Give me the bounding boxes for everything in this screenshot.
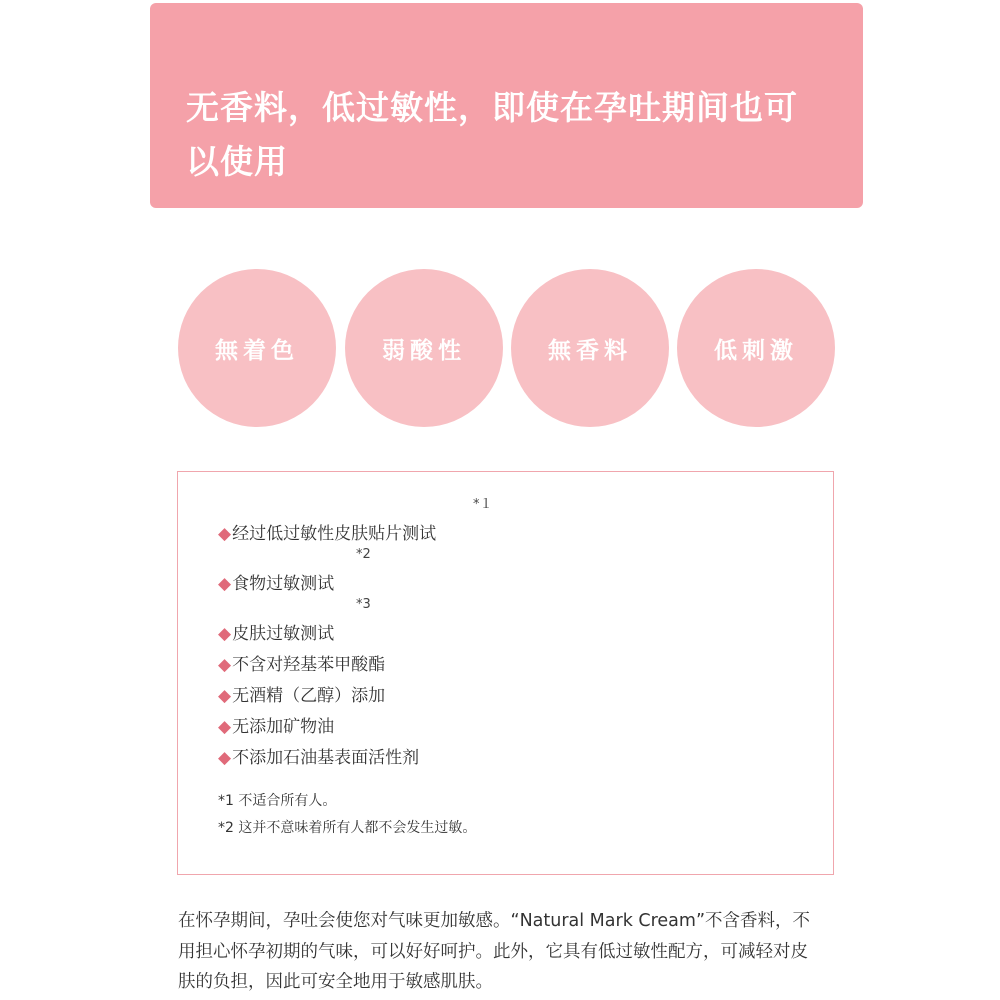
- list-item: [218, 743, 436, 774]
- badge-no-coloring: [178, 269, 336, 427]
- headline-title: [186, 81, 843, 189]
- feature-list: [218, 497, 493, 774]
- list-item-text: 经过低过敏性皮肤贴片测试: [232, 524, 437, 544]
- diamond-bullet-icon: ◆: [218, 624, 232, 644]
- footnote-marker: *3: [356, 597, 371, 612]
- diamond-bullet-icon: ◆: [218, 686, 232, 706]
- list-item-text: 无酒精（乙醇）添加: [232, 686, 386, 706]
- diamond-bullet-icon: ◆: [218, 717, 232, 737]
- footnote-marker: *１: [473, 497, 493, 512]
- description-paragraph: 在怀孕期间，孕吐会使您对气味更加敏感。“Natural Mark Cream”不含香料，不用担心怀孕初期的气味，可以好好呵护。此外，它具有低过敏性配方，可减轻对皮肤的负担，因此可安全地用于敏感肌肤。: [178, 911, 811, 992]
- list-item-text: 无添加矿物油: [232, 717, 335, 737]
- feature-list-box: [177, 471, 834, 875]
- list-item: [218, 497, 493, 550]
- badge-label: 無香料: [548, 337, 632, 364]
- footnote-marker: *2: [356, 547, 371, 562]
- badge-label: 無着色: [215, 337, 299, 364]
- list-item: [218, 547, 436, 600]
- headline-banner: [150, 3, 863, 208]
- list-item-text: 不添加石油基表面活性剂: [232, 748, 420, 768]
- diamond-bullet-icon: ◆: [218, 524, 232, 544]
- headline-line-1: 无香料，低过敏性，即使在孕吐期间也可: [186, 88, 798, 127]
- list-item-text: 不含对羟基苯甲酸酯: [232, 655, 386, 675]
- list-item: [218, 597, 436, 650]
- badge-low-irritation: [677, 269, 835, 427]
- badge-label: 弱酸性: [382, 337, 466, 364]
- badge-weak-acidic: [345, 269, 503, 427]
- diamond-bullet-icon: ◆: [218, 574, 232, 594]
- footnote: *1 不适合所有人。: [218, 793, 337, 809]
- badge-fragrance-free: [511, 269, 669, 427]
- list-item: [218, 681, 436, 712]
- diamond-bullet-icon: ◆: [218, 655, 232, 675]
- list-item-text: 食物过敏测试: [232, 574, 335, 594]
- badge-label: 低刺激: [714, 337, 798, 364]
- headline-line-2: 以使用: [186, 142, 288, 181]
- list-item-text: 皮肤过敏测试: [232, 624, 335, 644]
- list-item: [218, 650, 436, 681]
- footnotes: [218, 788, 476, 842]
- footnote: *2 这并不意味着所有人都不会发生过敏。: [218, 820, 477, 836]
- feature-badges: [178, 269, 838, 429]
- diamond-bullet-icon: ◆: [218, 748, 232, 768]
- list-item: [218, 712, 436, 743]
